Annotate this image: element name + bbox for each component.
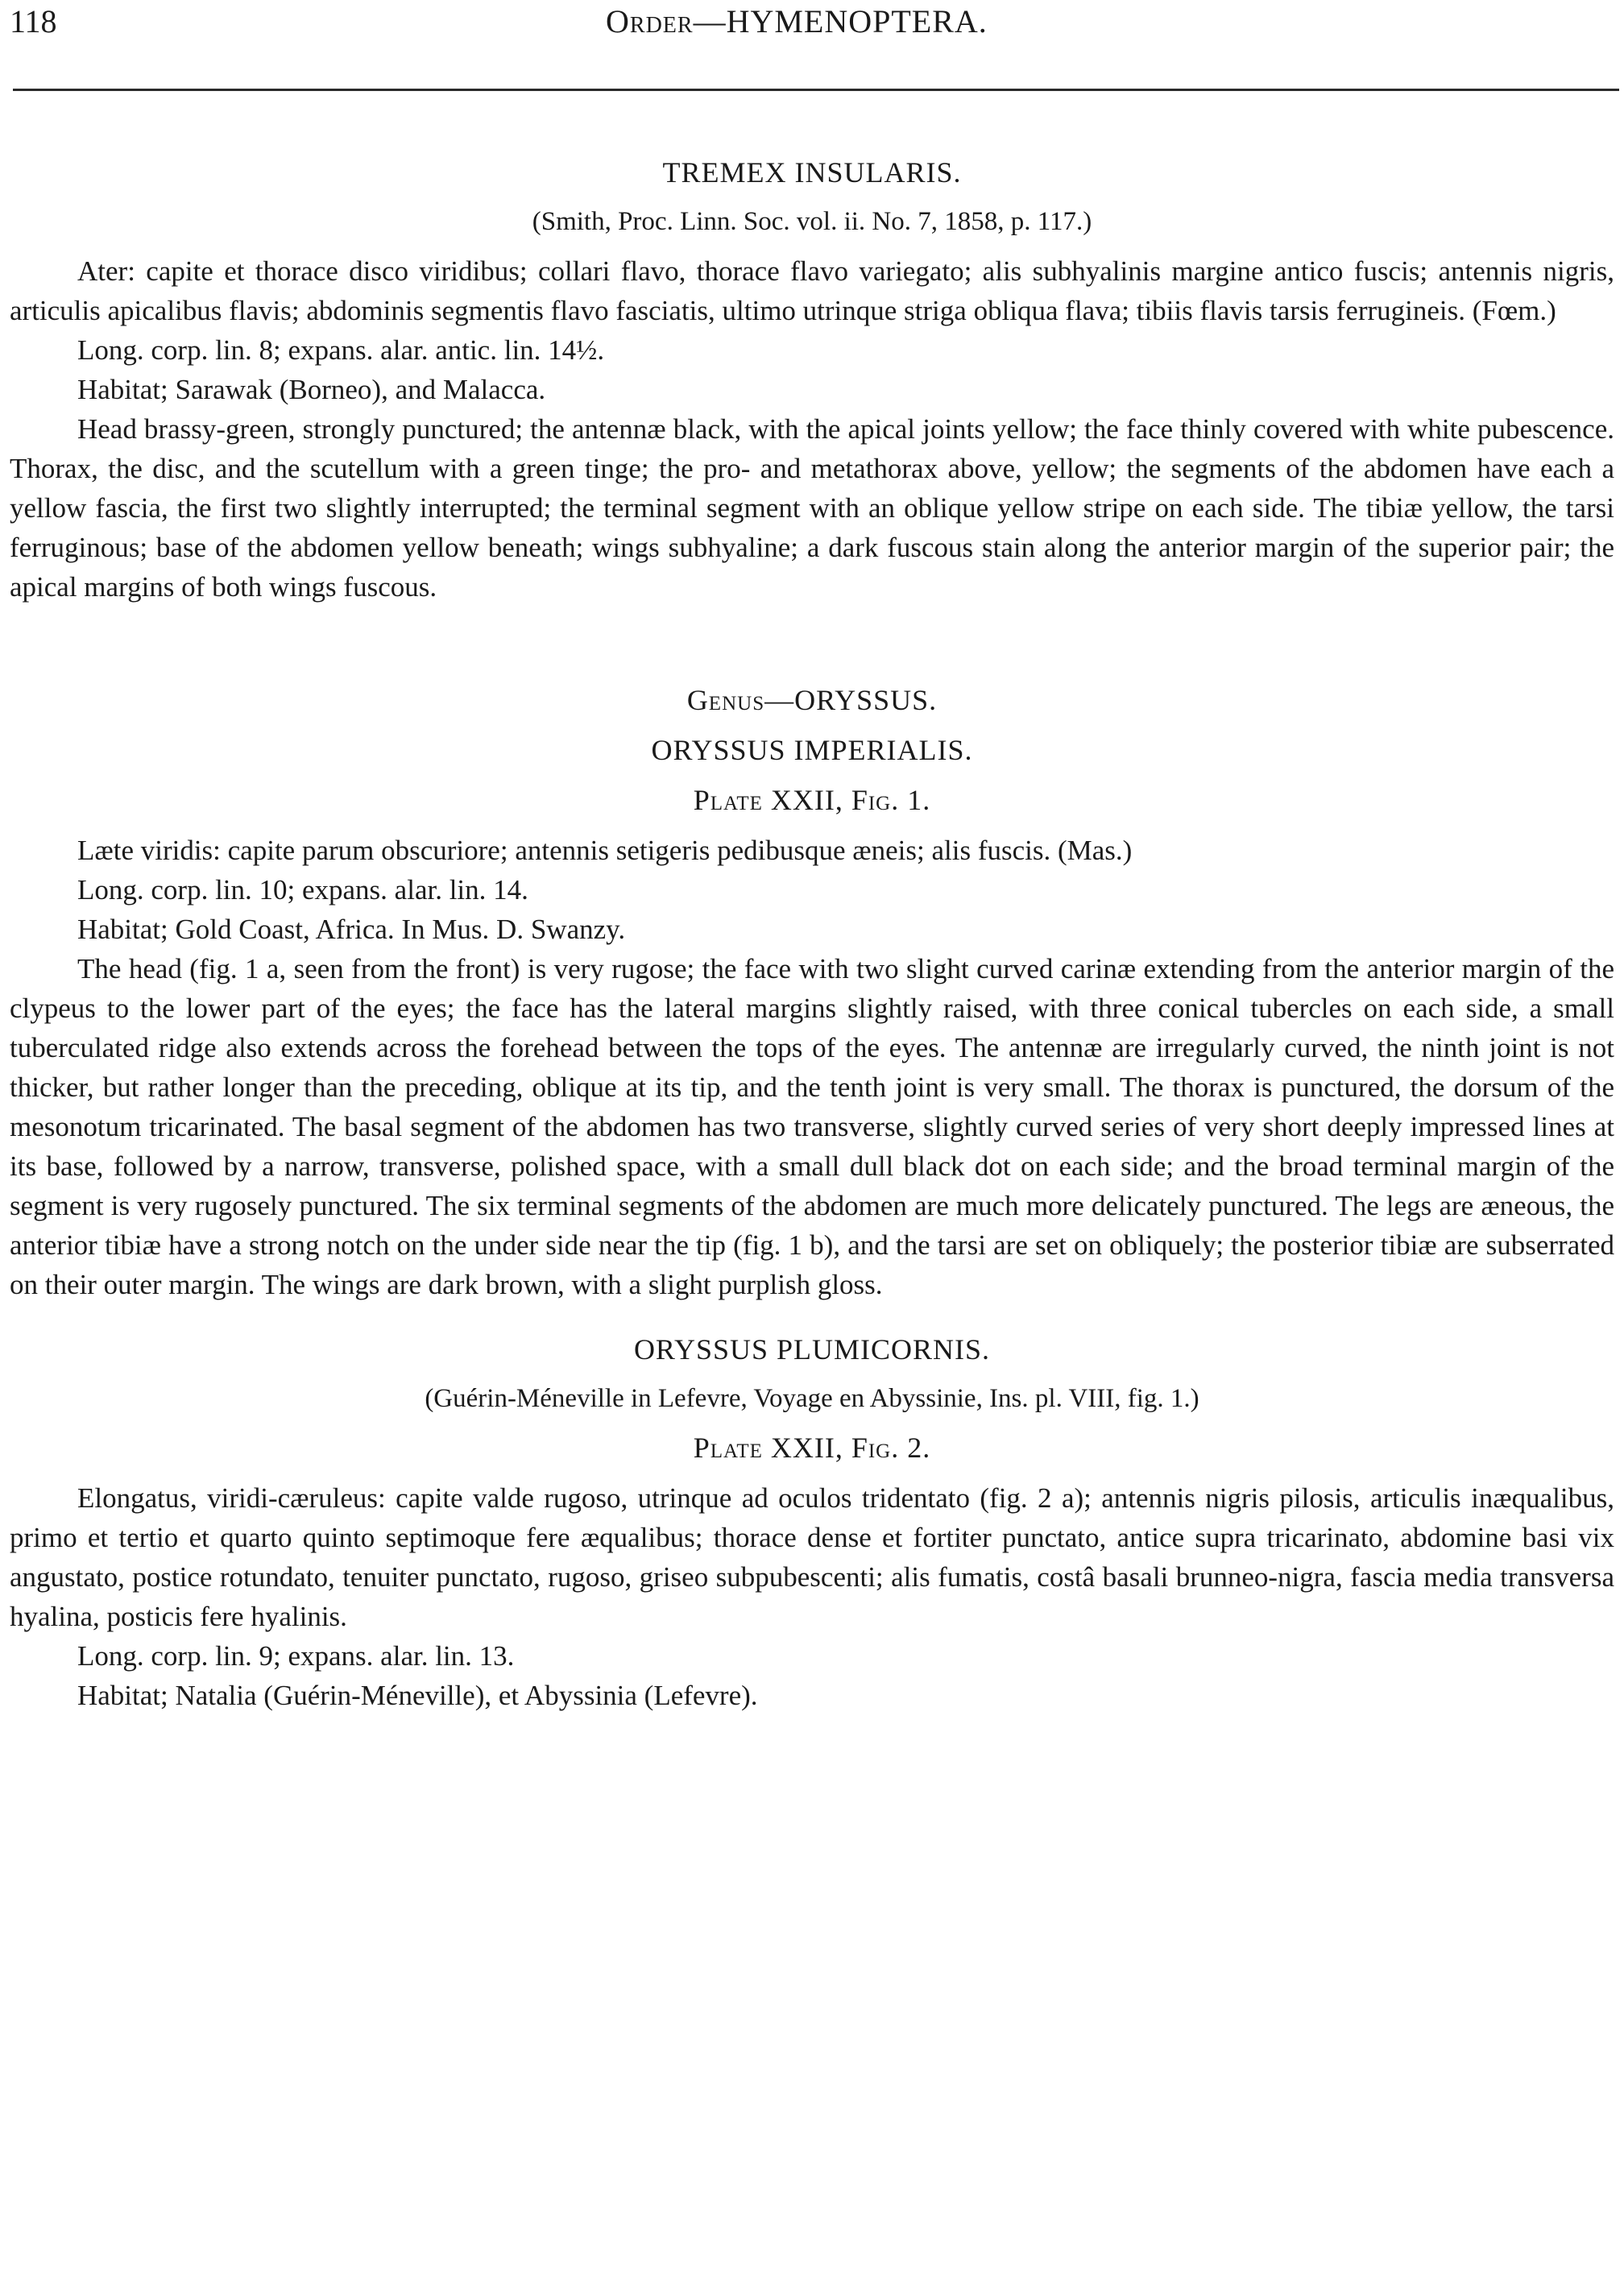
latin-diagnosis: Læte viridis: capite parum obscuriore; antennis setigeris pedibusque æneis; alis fuscis. (Mas.) [77, 835, 1133, 866]
measurements: Long. corp. lin. 10; expans. alar. lin. 14. [77, 874, 528, 906]
species-citation: (Smith, Proc. Linn. Soc. vol. ii. No. 7, 1858, p. 117.) [532, 207, 1092, 236]
page-content [10, 153, 1614, 1715]
species-title: ORYSSUS IMPERIALIS. [651, 734, 973, 766]
species-title: TREMEX INSULARIS. [662, 156, 962, 189]
measurements: Long. corp. lin. 8; expans. alar. antic. lin. 14½. [77, 334, 605, 366]
species-tremex-insularis [10, 153, 1614, 607]
running-head [10, 2, 1619, 45]
genus-oryssus [10, 681, 1614, 719]
running-title: Order—HYMENOPTERA. [606, 3, 988, 39]
species-oryssus-imperialis [10, 731, 1614, 1304]
plate-reference: Plate XXII, Fig. 2. [693, 1432, 931, 1464]
genus-title: Genus—ORYSSUS. [686, 684, 938, 716]
species-citation: (Guérin-Méneville in Lefevre, Voyage en Abyssinie, Ins. pl. VIII, fig. 1.) [425, 1384, 1199, 1413]
species-title: ORYSSUS PLUMICORNIS. [633, 1333, 991, 1366]
habitat: Habitat; Sarawak (Borneo), and Malacca. [77, 374, 546, 405]
description: The head (fig. 1 a, seen from the front) is very rugose; the face with two slight curved carinæ extending from the anterior margin of the clypeus to the lower part of the eyes; the face has the lateral margins slightly raised, with three conical tubercles on each side, a small tuberculated ridge also extends across the forehead between the tops of the eyes. The antennæ are irregularly curved, the ninth joint is not thicker, but rather longer than the preceding, oblique at its tip, and the tenth joint is very small. The thorax is punctured, the dorsum of the mesonotum tricarinated. The basal segment of the abdomen has two transverse, slightly curved series of very short deeply impressed lines at its base, followed by a narrow, transverse, polished space, with a small dull black dot on each side; and the broad terminal margin of the segment is very rugosely punctured. The six terminal segments of the abdomen are much more delicately punctured. The legs are æneous, the anterior tibiæ have a strong notch on the under side near the tip (fig. 1 b), and the tarsi are set on obliquely; the posterior tibiæ are subserrated on their outer margin. The wings are dark brown, with a slight purplish gloss. [10, 953, 1614, 1300]
latin-diagnosis: Elongatus, viridi-cæruleus: capite valde rugoso, utrinque ad oculos tridentato (fig. 2 a); antennis nigris pilosis, articulis inæqualibus, primo et tertio et quarto quinto septimoque fere æqualibus; thorace dense et fortiter punctato, antice supra tricarinato, abdomine basi vix angustato, postice rotundato, tenuiter punctato, rugoso, griseo subpubescenti; alis fumatis, costâ basali brunneo-nigra, fascia media transversa hyalina, posticis fere hyalinis. [10, 1482, 1614, 1632]
habitat: Habitat; Gold Coast, Africa. In Mus. D. Swanzy. [77, 914, 626, 945]
latin-diagnosis: Ater: capite et thorace disco viridibus; collari flavo, thorace flavo variegato; alis subhyalinis margine antico fuscis; antennis nigris, articulis apicalibus flavis; abdominis segmentis flavo fasciatis, ultimo utrinque striga obliqua flava; tibiis flavis tarsis ferrugineis. (Fœm.) [10, 255, 1614, 326]
measurements: Long. corp. lin. 9; expans. alar. lin. 13. [77, 1640, 515, 1672]
description: Head brassy-green, strongly punctured; the antennæ black, with the apical joints yellow; the face thinly covered with white pubescence. Thorax, the disc, and the scutellum with a green tinge; the pro- and metathorax above, yellow; the segments of the abdomen have each a yellow fascia, the first two slightly interrupted; the terminal segment with an oblique yellow stripe on each side. The tibiæ yellow, the tarsi ferruginous; base of the abdomen yellow beneath; wings subhyaline; a dark fuscous stain along the anterior margin of the superior pair; the apical margins of both wings fuscous. [10, 413, 1614, 603]
plate-reference: Plate XXII, Fig. 1. [693, 784, 931, 816]
species-oryssus-plumicornis [10, 1330, 1614, 1715]
header-rule [13, 89, 1619, 91]
page-number: 118 [10, 3, 57, 39]
habitat: Habitat; Natalia (Guérin-Méneville), et Abyssinia (Lefevre). [77, 1680, 758, 1711]
document-page [10, 0, 1619, 2296]
